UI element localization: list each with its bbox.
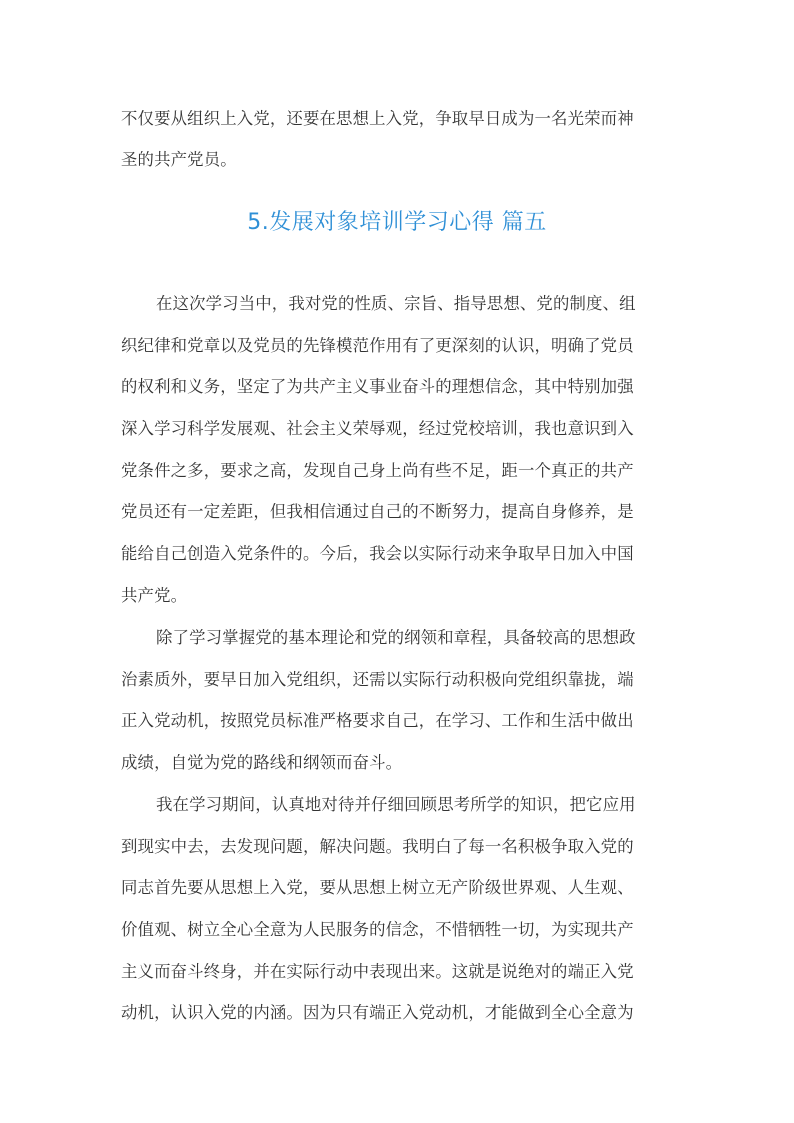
paragraph1-line-7: 能给自己创造入党条件的。今后，我会以实际行动来争取早日加入中国: [121, 544, 634, 563]
paragraph3-line-3: 同志首先要从思想上入党，要从思想上树立无产阶级世界观、人生观、: [121, 878, 634, 897]
section-title: 5.发展对象培训学习心得 篇五: [247, 210, 547, 235]
paragraph1-line-8: 共产党。: [121, 586, 188, 605]
paragraph2-line-2: 治素质外，要早日加入党组织，还需以实际行动积极向党组织靠拢，端: [121, 670, 634, 689]
paragraph3-line-1: 我在学习期间，认真地对待并仔细回顾思考所学的知识，把它应用: [156, 795, 636, 814]
paragraph1-line-2: 织纪律和党章以及党员的先锋模范作用有了更深刻的认识，明确了党员: [121, 336, 634, 355]
paragraph3-line-4: 价值观、树立全心全意为人民服务的信念，不惜牺牲一切，为实现共产: [121, 920, 634, 939]
paragraph1-line-6: 党员还有一定差距，但我相信通过自己的不断努力，提高自身修养，是: [121, 502, 634, 521]
paragraph2-line-4: 成绩，自觉为党的路线和纲领而奋斗。: [121, 753, 403, 772]
paragraph3-line-5: 主义而奋斗终身，并在实际行动中表现出来。这就是说绝对的端正入党: [121, 962, 634, 981]
paragraph2-line-3: 正入党动机，按照党员标准严格要求自己，在学习、工作和生活中做出: [121, 711, 634, 730]
paragraph1-line-4: 深入学习科学发展观、社会主义荣辱观，经过党校培训，我也意识到入: [121, 419, 634, 438]
intro-line-2: 圣的共产党员。: [121, 150, 237, 169]
paragraph1-line-3: 的权利和义务，坚定了为共产主义事业奋斗的理想信念，其中特别加强: [121, 377, 634, 396]
paragraph1-line-1: 在这次学习当中，我对党的性质、宗旨、指导思想、党的制度、组: [156, 294, 636, 313]
intro-line-1: 不仅要从组织上入党，还要在思想上入党，争取早日成为一名光荣而神: [121, 109, 634, 128]
paragraph1-line-5: 党条件之多，要求之高，发现自己身上尚有些不足，距一个真正的共产: [121, 461, 634, 480]
paragraph3-line-2: 到现实中去，去发现问题，解决问题。我明白了每一名积极争取入党的: [121, 837, 634, 856]
paragraph3-line-6: 动机，认识入党的内涵。因为只有端正入党动机，才能做到全心全意为: [121, 1003, 634, 1022]
paragraph2-line-1: 除了学习掌握党的基本理论和党的纲领和章程，具备较高的思想政: [156, 628, 636, 647]
